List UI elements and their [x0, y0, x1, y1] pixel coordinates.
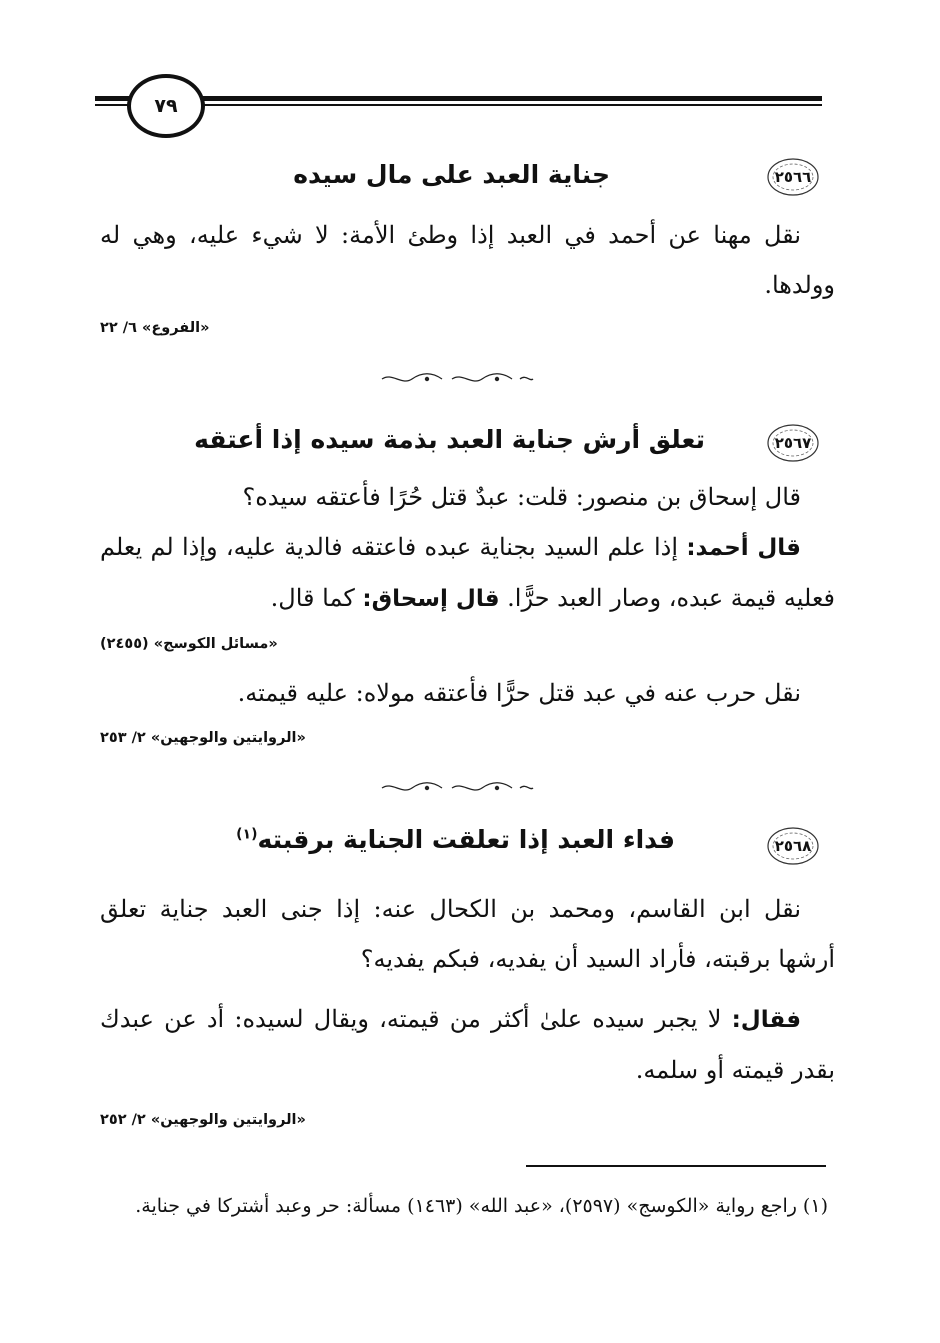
speaker-label: قال إسحاق:: [362, 586, 500, 612]
source-citation: «الفروع» ٦/ ٢٢: [100, 320, 210, 336]
divider-ornament: [380, 372, 535, 386]
speaker-label: فقال:: [731, 1007, 801, 1033]
entry-number: ٢٥٦٦: [774, 168, 812, 186]
entry-title-text: فداء العبد إذا تعلقت الجناية برقبته: [257, 825, 675, 854]
divider-ornament: [380, 781, 535, 795]
entry-number: ٢٥٦٨: [774, 837, 812, 855]
source-citation: «الروايتين والوجهين» ٢/ ٢٥٢: [100, 1112, 306, 1128]
footnote-separator: [526, 1165, 826, 1167]
page-number-badge: [127, 74, 205, 138]
footnote: (١) راجع رواية «الكوسج» (٢٥٩٧)، «عبد الله» (١٤٦٣) مسألة: حر وعبد أشتركا في جناية.: [135, 1195, 828, 1217]
entry-number-badge: [766, 156, 820, 198]
entry-title: تعلق أرش جناية العبد بذمة سيده إذا أعتقه: [194, 425, 705, 454]
entry-title: [236, 825, 675, 854]
paragraph-text: كما قال.: [270, 584, 363, 612]
page-number: ٧٩: [154, 95, 178, 117]
entry-paragraph: نقل حرب عنه في عبد قتل حرًّا فأعتقه مولاه: عليه قيمته.: [237, 679, 801, 707]
entry-number: ٢٥٦٧: [774, 434, 812, 452]
entry-paragraph: [100, 994, 835, 1095]
entry-number-badge: [766, 422, 820, 464]
entry-title: جناية العبد على مال سيده: [293, 160, 610, 189]
entry-number-badge: [766, 825, 820, 867]
entry-paragraph: [100, 522, 835, 624]
entry-paragraph: نقل مهنا عن أحمد في العبد إذا وطئ الأمة: لا شيء عليه، وهي له وولدها.: [100, 221, 835, 299]
footnote-marker[interactable]: (١): [236, 826, 258, 843]
entry-paragraph: قال إسحاق بن منصور: قلت: عبدٌ قتل حُرًا فأعتقه سيده؟: [242, 483, 801, 511]
paragraph-text: لا يجبر سيده علىٰ أكثر من قيمته، ويقال لسيده: أد عن عبدك بقدر قيمته أو سلمه.: [100, 1005, 835, 1084]
paragraph-text: إذا علم السيد بجناية عبده فاعتقه فالدية عليه، وإذا لم يعلم فعليه قيمة عبده، وصار العبد حرًّا.: [100, 533, 835, 612]
speaker-label: قال أحمد:: [686, 535, 801, 561]
entry-paragraph: نقل ابن القاسم، ومحمد بن الكحال عنه: إذا جنى العبد جناية تعلق أرشها برقبته، فأراد السيد أن يفديه، فبكم يفديه؟: [100, 895, 835, 973]
source-citation: «مسائل الكوسج» (٢٤٥٥): [100, 636, 278, 652]
source-citation: «الروايتين والوجهين» ٢/ ٢٥٣: [100, 730, 306, 746]
